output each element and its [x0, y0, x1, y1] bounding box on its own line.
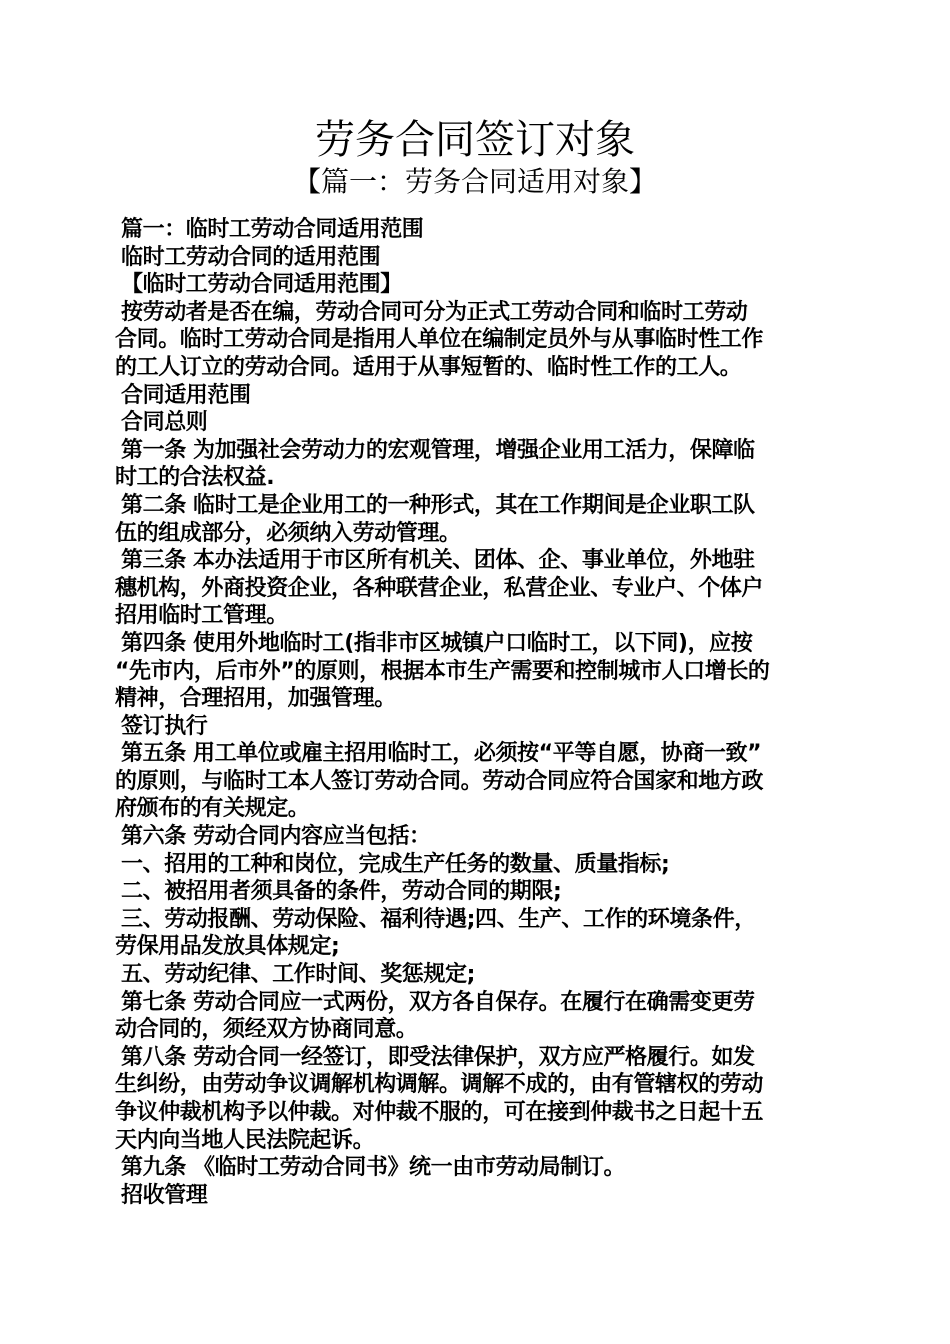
text-line: 第七条 劳动合同应一式两份，双方各自保存。在履行在确需变更劳 [121, 989, 755, 1015]
text-line: 府颁布的有关规定。 [115, 796, 310, 822]
text-line: 合同总则 [121, 410, 208, 436]
text-line: 天内向当地人民法院起诉。 [115, 1127, 375, 1153]
text-line: 伍的组成部分，必须纳入劳动管理。 [115, 520, 461, 546]
text-line: 按劳动者是否在编，劳动合同可分为正式工劳动合同和临时工劳动 [121, 299, 748, 325]
text-line: 【临时工劳动合同适用范围】 [121, 272, 402, 298]
text-line: 第八条 劳动合同一经签订，即受法律保护，双方应严格履行。如发 [121, 1044, 755, 1070]
text-line: 二、被招用者须具备的条件，劳动合同的期限; [121, 879, 562, 905]
text-line: 第六条 劳动合同内容应当包括： [121, 824, 431, 850]
text-line: 签订执行 [121, 713, 208, 739]
text-line: 争议仲裁机构予以仲裁。对仲裁不服的，可在接到仲裁书之日起十五 [115, 1100, 764, 1125]
document-subtitle: 【篇一：劳务合同适用对象】 [292, 165, 657, 198]
text-line: 时工的合法权益. [115, 465, 275, 491]
text-line: 招用临时工管理。 [115, 603, 288, 629]
text-line: 合同。临时工劳动合同是指用人单位在编制定员外与从事临时性工作 [115, 327, 764, 353]
text-line: “先市内，后市外”的原则，根据本市生产需要和控制城市人口增长的 [115, 658, 770, 684]
text-line: 第二条 临时工是企业用工的一种形式，其在工作期间是企业职工队 [121, 492, 755, 518]
document-title: 劳务合同签订对象 [315, 117, 635, 163]
text-line: 合同适用范围 [121, 382, 251, 408]
text-line: 第五条 用工单位或雇主招用临时工，必须按“平等自愿，协商一致” [121, 741, 762, 767]
text-line: 生纠纷，由劳动争议调解机构调解。调解不成的，由有管辖权的劳动 [115, 1072, 764, 1098]
text-line: 精神，合理招用，加强管理。 [115, 686, 396, 712]
text-line: 临时工劳动合同的适用范围 [121, 244, 381, 270]
text-line: 三、劳动报酬、劳动保险、福利待遇;四、生产、工作的环境条件， [121, 906, 756, 932]
text-line: 篇一：临时工劳动合同适用范围 [121, 217, 424, 242]
text-line: 的原则，与临时工本人签订劳动合同。劳动合同应符合国家和地方政 [115, 768, 764, 794]
text-line: 第四条 使用外地临时工(指非市区城镇户口临时工，以下同)，应按 [121, 630, 753, 656]
text-line: 穗机构，外商投资企业，各种联营企业，私营企业、专业户、个体户 [115, 575, 764, 601]
text-line: 动合同的，须经双方协商同意。 [115, 1017, 418, 1043]
text-line: 一、招用的工种和岗位，完成生产任务的数量、质量指标; [121, 851, 670, 877]
text-line: 五、劳动纪律、工作时间、奖惩规定; [121, 962, 475, 988]
text-line: 第九条 《临时工劳动合同书》统一由市劳动局制订。 [121, 1155, 626, 1181]
text-line: 的工人订立的劳动合同。适用于从事短暂的、临时性工作的工人。 [115, 354, 742, 380]
text-line: 劳保用品发放具体规定; [115, 934, 340, 960]
text-line: 招收管理 [121, 1182, 208, 1208]
text-line: 第三条 本办法适用于市区所有机关、团体、企、事业单位，外地驻 [121, 548, 755, 574]
document-body [115, 216, 840, 1209]
text-line: 第一条 为加强社会劳动力的宏观管理，增强企业用工活力，保障临 [121, 437, 755, 463]
